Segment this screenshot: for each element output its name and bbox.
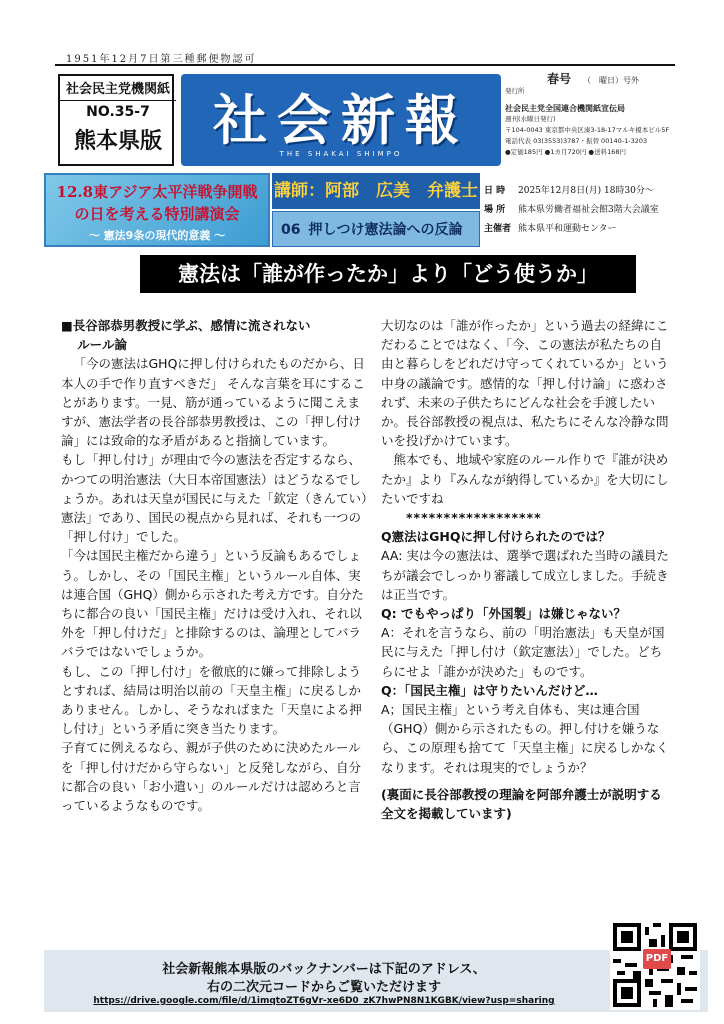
masthead [55,64,675,168]
price-line: ●定価185円 ●1カ月720円 ●送料168円 [505,148,627,156]
organ-label: 社会民主党機関紙 [65,82,170,97]
topic-box [272,211,480,247]
section-heading-cont: ルール論 [77,337,128,353]
newspaper-logo [181,74,501,166]
paragraph: もし、この「押し付け」を徹底的に嫌って排除しようとすれば、結局は明治以前の「天皇主権」に戻るしかありません。しかし、そうなればまた「天皇による押し付け」という矛盾に突き当たります。 [61,663,362,737]
right-column [381,316,671,823]
paragraph: もし「押し付け」が理由で今の憲法を否定するなら、かつての明治憲法（大日本帝国憲法）はどうなるでしょうか。あれは天皇が国民に与えた「欽定（きんてい）憲法」であり、国民の視点から見れば、それも一つの「押し付け」でした。 [61,452,368,545]
lecturer-label: 講師：阿部 広美 弁護士 [272,173,480,209]
pdf-badge: PDF [643,949,671,969]
prefecture-edition: 熊本県版 [73,128,162,154]
event-title-line2: の日を考える特別講演会 [74,205,240,223]
footer-text-line2: 右の二次元コードからご覧いただけます [206,980,441,995]
left-column [61,316,369,815]
separator-stars: ****************** [406,510,542,526]
issue-label [505,74,675,86]
info-label: 場 所 [484,205,506,215]
publisher-info [505,74,675,166]
article-headline: 憲法は「誰が作ったか」より「どう使うか」 [140,255,636,293]
publisher-label: 発行所 [505,87,525,95]
topic-number: 06 [281,222,301,238]
issue-number: NO.35-7 [60,100,176,120]
info-label: 日 時 [484,186,506,196]
publisher-name: 社会民主党全国連合機関紙宣伝局 [505,104,625,113]
info-value: 熊本県労働者福祉会館3階大会議室 [518,205,659,215]
issue-season: 春号 [547,72,572,86]
qa-answer: A：それを言うなら、前の「明治憲法」も天皇が国民に与えた「押し付け（欽定憲法）」でした。どちらにせよ「誰かが決めた」ものです。 [381,625,665,679]
info-value: 熊本県平和運動センター [518,224,617,234]
info-value: 2025年12月8日(月) 18時30分～ [518,186,654,196]
event-title-box [44,173,270,247]
event-banner [44,173,480,247]
footer-text-line1: 社会新報熊本県版のバックナンバーは下記のアドレス、 [162,962,486,977]
paragraph: 「今の憲法はGHQに押し付けられたものだから、日本人の手で作り直すべきだ」 そんな言葉を耳にすることがあります。一見、筋が通っているように聞こえますが、憲法学者の長谷部恭男教授は、この「押し付け論」には致命的な矛盾があると指摘しています。 [61,356,365,449]
info-label: 主催者 [484,224,512,234]
issue-note: （ 曜日）号外 [583,76,640,85]
paragraph: 熊本でも、地域や家庭のルール作りで『誰が決めたか』より『みんなが納得しているか』を大切にしたいですね [381,452,669,506]
publisher-address: 〒104-0043 東京都中央区湊3-18-17マルキ榎本ビル5F [505,126,670,134]
newspaper-subtitle: THE SHAKAI SHIMPO [279,150,403,158]
event-info [484,182,724,239]
paragraph: 「今は国民主権だから違う」という反論もあるでしょう。しかし、その「国民主権」というルール自体、実は連合国（GHQ）側から示された考え方です。自分たちに都合の良い「国民主権」だけは受け入れ、それ以外を「押し付けだ」と排除するのは、論理としてバラバラではないでしょうか。 [61,548,364,660]
masthead-edition-box [58,74,174,166]
qa-answer: A；国民主権」という考え自体も、実は連合国（GHQ）側から示されたもの。押し付けを嫌うなら、この原理も捨てて「天皇主権」に戻るしかなくなります。それは現実的でしょうか？ [381,702,669,775]
qr-code[interactable] [610,920,700,1010]
event-title-line1: 12.8東アジア太平洋戦争開戦 [56,183,258,201]
qa-question: Q: でもやっぱり「外国製」は嫌じゃない？ [381,606,626,622]
publisher-phone: 電話代表 03(3553)3787・振替 00140-1-3203 [505,137,648,145]
info-row-date [484,182,724,201]
qa-question: Q：「国民主権」は守りたいんだけど… [381,682,598,698]
qa-answer: AA: 実は今の憲法は、選挙で選ばれた当時の議員たちが議会でしっかり審議して成立しました。手続きは正当です。 [381,548,669,602]
section-heading: ■長谷部恭男教授に学ぶ、感情に流されない [61,318,311,333]
info-row-place [484,201,724,220]
postal-permit-line: 1951年12月7日第三種郵便物認可 [66,54,257,65]
event-subtitle: ～ 憲法9条の現代的意義 ～ [88,229,226,242]
backnumber-link[interactable]: https://drive.google.com/file/d/1imqtoZT6gVr-xe6D0_zK7hwPN8N1KGBK/view?usp=sharing [93,996,555,1006]
info-row-organizer [484,220,724,239]
paragraph: 大切なのは「誰が作ったか」という過去の経緯にこだわることではなく、「今、この憲法が私たちの自由と暮らしをどれだけ守ってくれているか」という中身の議論です。感情的な「押し付け論」に惑わされず、未来の子供たちにどんな社会を手渡したいか。長谷部教授の視点は、私たちにそんな冷静な問いを投げかけています。 [381,318,669,449]
footer [44,950,708,1012]
topic-title: 押しつけ憲法論への反論 [308,222,463,238]
newspaper-title: 社会新報 [213,88,469,152]
paragraph: 子育てに例えるなら、親が子供のために決めたルールを「押し付けだから守らない」と反発しながら、自分に都合の良い「お小遣い」のルールだけは認めろと言っているようなものです。 [61,740,362,814]
qa-question: Q憲法はGHQに押し付けられたのでは？ [381,529,611,545]
publisher-note: 週刊(水曜日発行) [505,115,556,123]
back-page-note: (裏面に長谷部教授の理論を阿部弁護士が説明する全文を掲載しています) [381,786,662,822]
